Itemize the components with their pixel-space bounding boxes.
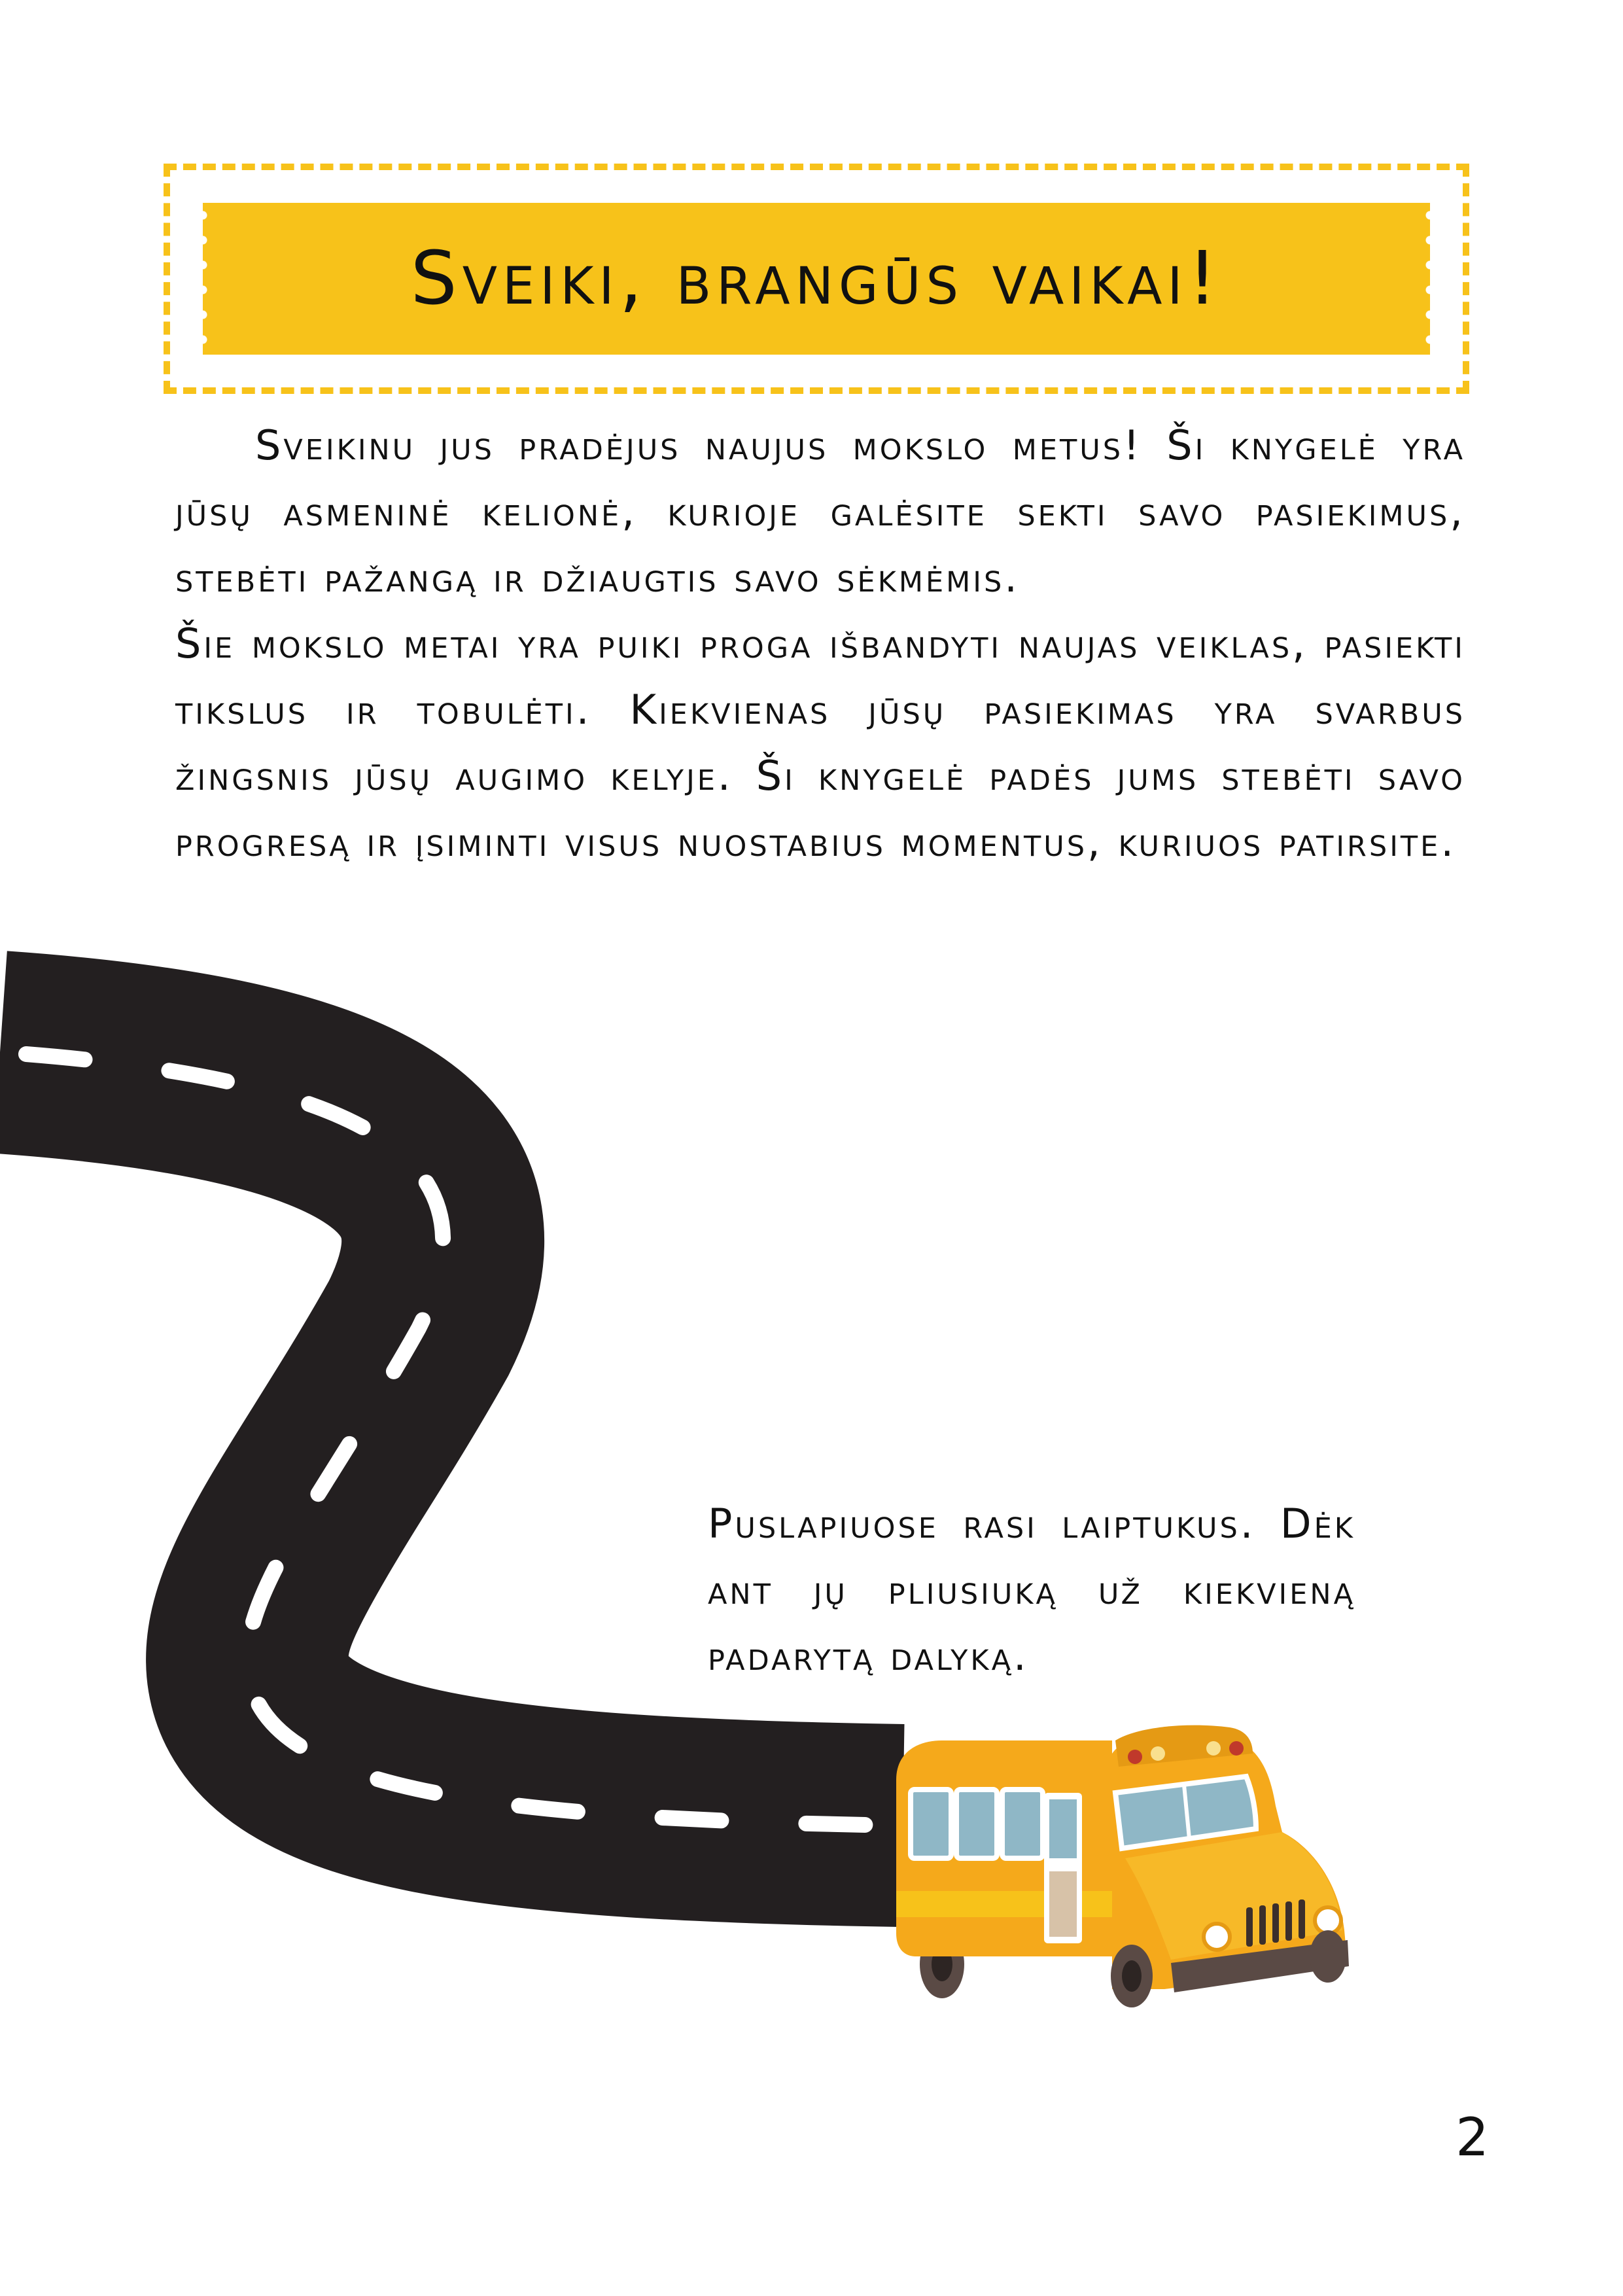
instruction-note: Puslapiuose rasi laiptukus. Dėk ant jų pliusiuką už kiekvieną padarytą dalyką. xyxy=(708,1500,1355,1680)
page-number: 2 xyxy=(1456,2107,1489,2168)
school-bus-illustration xyxy=(896,1725,1349,2007)
intro-paragraph-2: Šie mokslo metai yra puiki proga išbandyti naujas veiklas, pasiekti tikslus ir tobulėti. Kiekvienas jūsų pasiekimas yra svarbus žingsnis jūsų augimo kelyje. Ši knygelė padės jums stebėti savo progresą ir įsiminti visus nuostabius momentus, kuriuos patirsite. xyxy=(175,620,1465,866)
page-title: Sveiki, brangūs vaikai! xyxy=(410,236,1223,321)
intro-paragraph-1: Sveikinu jus pradėjus naujus mokslo metus! Ši knygelė yra jūsų asmeninė kelionė, kurioje galėsite sekti savo pasiekimus, stebėti pažangą ir džiaugtis savo sėkmėmis. xyxy=(175,421,1465,601)
road-path xyxy=(0,1052,903,1826)
